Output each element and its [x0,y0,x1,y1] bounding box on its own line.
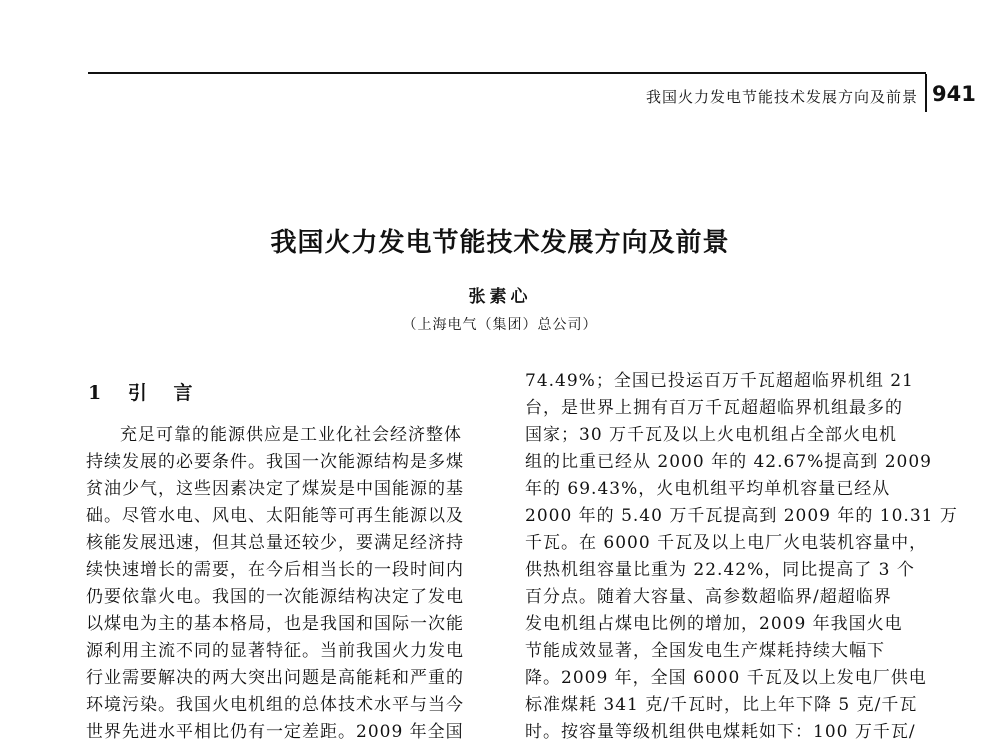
body-line: 础。尽管水电、风电、太阳能等可再生能源以及 [86,506,464,526]
body-line: 发电机组占煤电比例的增加，2009 年我国火电 [525,614,903,634]
body-line: 降。2009 年，全国 6000 千瓦及以上发电厂供电 [525,668,927,688]
author-name: 张素心 [468,287,532,307]
left-column [86,422,490,746]
article-title: 我国火力发电节能技术发展方向及前景 [270,228,730,258]
body-line: 台，是世界上拥有百万千瓦超超临界机组最多的 [525,398,903,418]
body-line: 世界先进水平相比仍有一定差距。2009 年全国 [86,722,464,742]
page-number: 941 [932,82,976,106]
body-line: 仍要依靠火电。我国的一次能源结构决定了发电 [86,587,464,607]
body-line: 环境污染。我国火电机组的总体技术水平与当今 [86,695,464,715]
body-line: 74.49%；全国已投运百万千瓦超超临界机组 21 [525,371,914,391]
body-line: 百分点。随着大容量、高参数超临界/超超临界 [525,587,892,607]
body-line: 持续发展的必要条件。我国一次能源结构是多煤 [86,452,464,472]
body-line: 时。按容量等级机组供电煤耗如下：100 万千瓦/ [525,722,916,742]
running-header: 我国火力发电节能技术发展方向及前景 [645,88,918,106]
body-line: 2000 年的 5.40 万千瓦提高到 2009 年的 10.31 万 [525,506,958,526]
body-line: 供热机组容量比重为 22.42%，同比提高了 3 个 [525,560,915,580]
body-line: 充足可靠的能源供应是工业化社会经济整体 [120,425,462,445]
body-line: 源利用主流不同的显著特征。当前我国火力发电 [86,641,464,661]
body-line: 组的比重已经从 2000 年的 42.67%提高到 2009 [525,452,932,472]
header-divider [925,74,927,112]
body-line: 行业需要解决的两大突出问题是高能耗和严重的 [86,668,464,688]
body-line: 核能发展迅速，但其总量还较少，要满足经济持 [86,533,464,553]
body-line: 续快速增长的需要，在今后相当长的一段时间内 [86,560,464,580]
body-line: 标准煤耗 341 克/千瓦时，比上年下降 5 克/千瓦 [525,695,918,715]
section-heading: 1 引 言 [88,382,203,404]
body-line: 节能成效显著，全国发电生产煤耗持续大幅下 [525,641,885,661]
body-line: 年的 69.43%，火电机组平均单机容量已经从 [525,479,891,499]
right-column [525,368,958,746]
author-affiliation: （上海电气（集团）总公司） [402,317,598,333]
body-line: 国家；30 万千瓦及以上火电机组占全部火电机 [525,425,898,445]
body-line: 以煤电为主的基本格局，也是我国和国际一次能 [86,614,464,634]
header-rule [88,72,926,74]
body-line: 贫油少气，这些因素决定了煤炭是中国能源的基 [86,479,464,499]
body-line: 千瓦。在 6000 千瓦及以上电厂火电装机容量中， [525,533,928,553]
